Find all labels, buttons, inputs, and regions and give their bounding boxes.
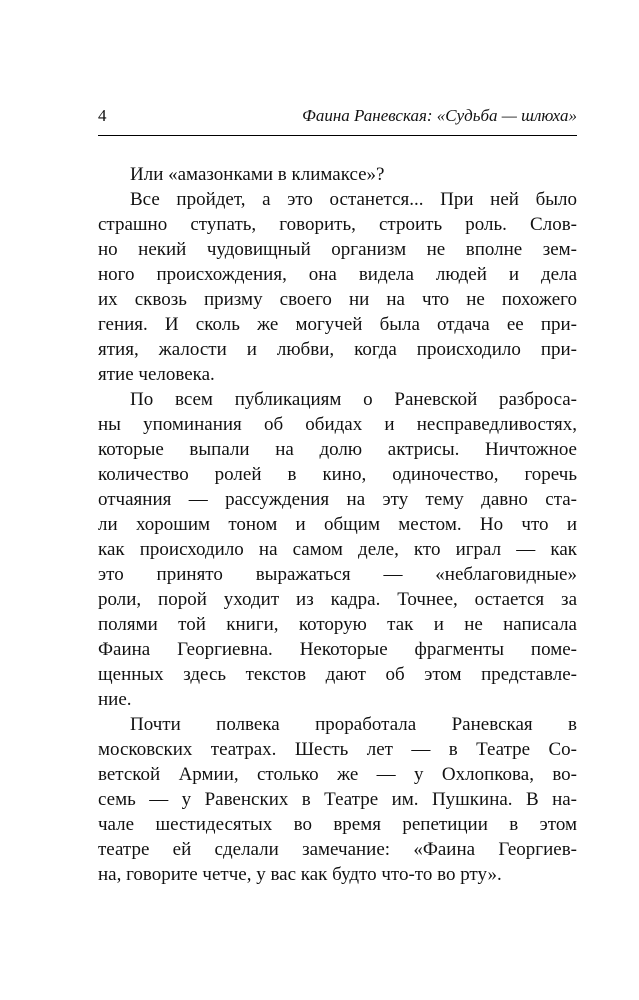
text-line: По всем публикациям о Раневской разброса- — [130, 389, 577, 410]
running-head-title: Фаина Раневская: «Судьба — шлюха» — [302, 106, 577, 125]
text-line: ли хорошим тоном и общим местом. Но что и — [98, 514, 577, 535]
text-line: ятия, жалости и любви, когда происходило при- — [98, 339, 577, 360]
text-line: это принято выражаться — «неблаговидные» — [98, 564, 577, 585]
paragraph — [98, 712, 577, 887]
page-header — [98, 106, 577, 136]
text-line: Почти полвека проработала Раневская в — [130, 714, 577, 735]
text-line: Или «амазонками в климаксе»? — [130, 164, 385, 185]
text-line: их сквозь призму своего ни на что не похожего — [98, 289, 577, 310]
text-line: ятие человека. — [98, 364, 215, 385]
paragraph — [98, 162, 577, 187]
text-line: ного происхождения, она видела людей и дела — [98, 264, 577, 285]
text-line: Все пройдет, а это останется... При ней было — [130, 189, 577, 210]
text-line: чале шестидесятых во время репетиции в этом — [98, 814, 577, 835]
text-line: роли, порой уходит из кадра. Точнее, остается за — [98, 589, 577, 610]
text-line: ние. — [98, 689, 132, 710]
text-line: на, говорите четче, у вас как будто что-то во рту». — [98, 864, 502, 885]
text-line: страшно ступать, говорить, строить роль. Слов- — [98, 214, 577, 235]
text-line: которые выпали на долю актрисы. Ничтожное — [98, 439, 577, 460]
text-line: но некий чудовищный организм не вполне зем- — [98, 239, 577, 260]
text-line: как происходило на самом деле, кто играл — как — [98, 539, 577, 560]
text-line: гения. И сколь же могучей была отдача ее при- — [98, 314, 577, 335]
page-number: 4 — [98, 106, 107, 125]
text-line: ны упоминания об обидах и несправедливостях, — [98, 414, 577, 435]
text-line: театре ей сделали замечание: «Фаина Георгиев- — [98, 839, 577, 860]
text-line: полями той книги, которую так и не написала — [98, 614, 577, 635]
text-line: ветской Армии, столько же — у Охлопкова, во- — [98, 764, 577, 785]
paragraph — [98, 387, 577, 712]
text-line: щенных здесь текстов дают об этом представле- — [98, 664, 577, 685]
text-line: количество ролей в кино, одиночество, горечь — [98, 464, 577, 485]
text-line: московских театрах. Шесть лет — в Театре Со- — [98, 739, 577, 760]
paragraph — [98, 187, 577, 387]
text-line: Фаина Георгиевна. Некоторые фрагменты поме- — [98, 639, 577, 660]
body-text — [98, 162, 577, 887]
text-line: отчаяния — рассуждения на эту тему давно ста- — [98, 489, 577, 510]
text-line: семь — у Равенских в Театре им. Пушкина. В на- — [98, 789, 577, 810]
